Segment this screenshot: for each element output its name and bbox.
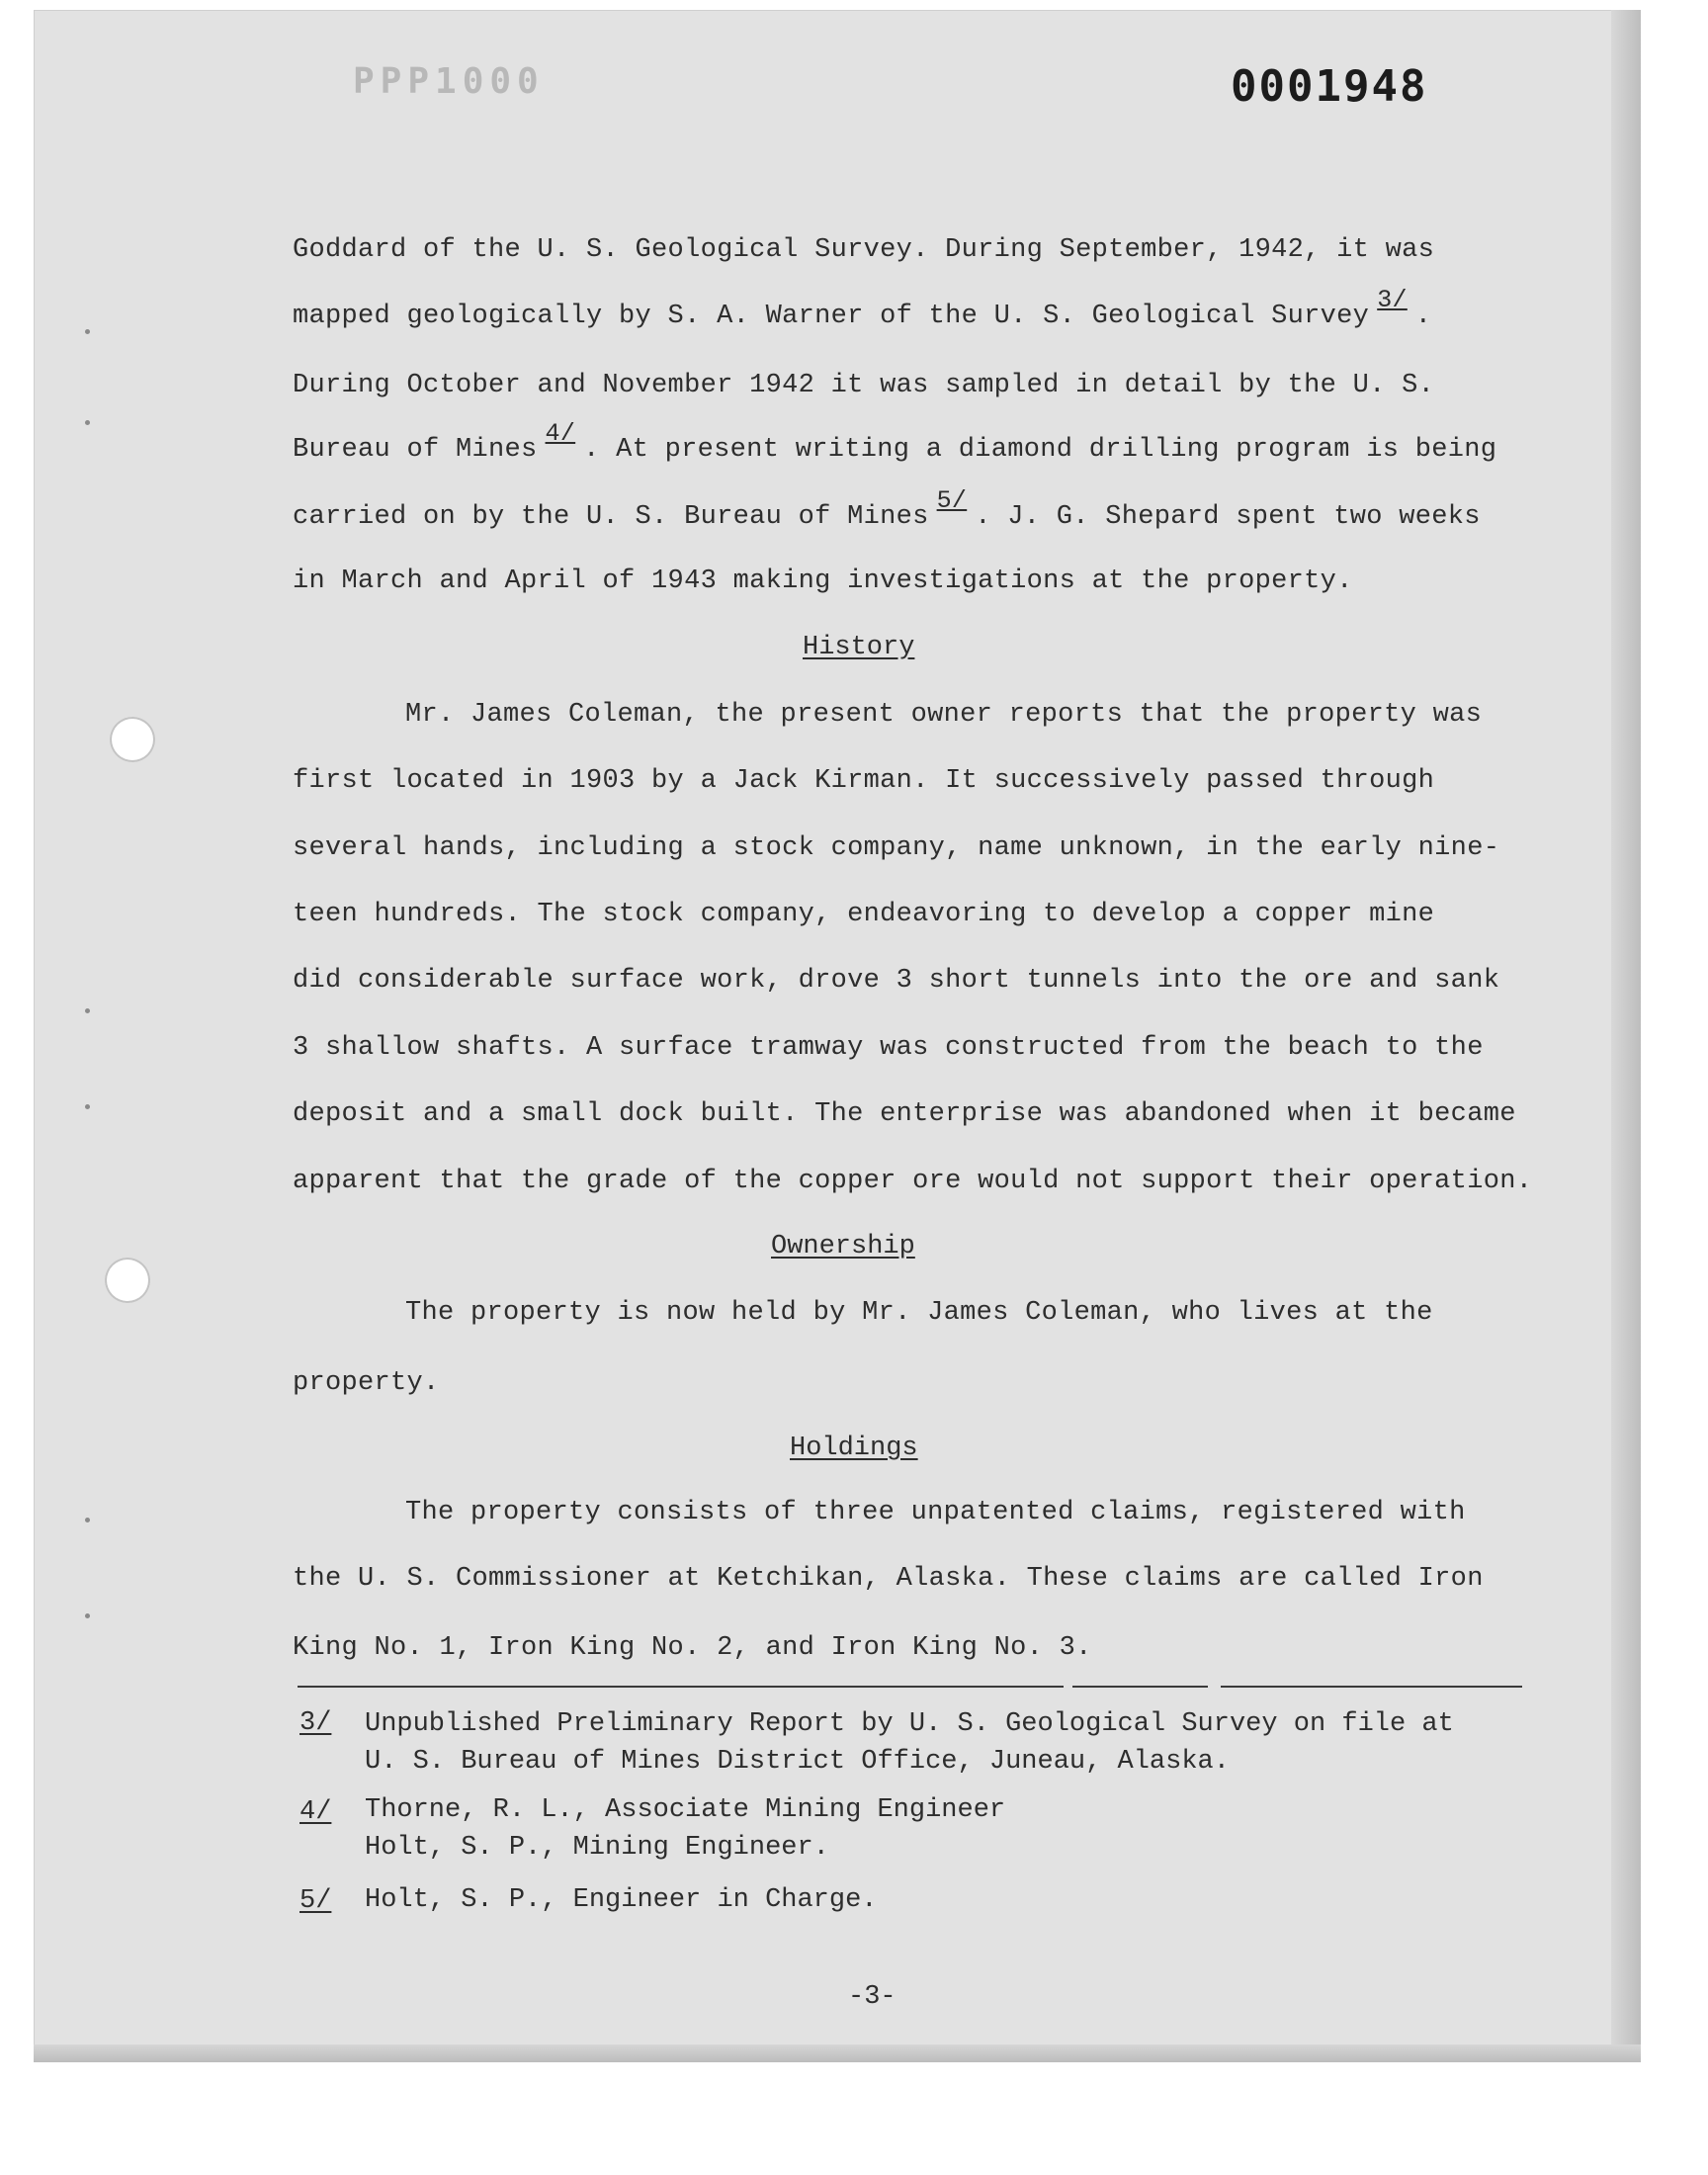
footnote-ref-4: 4/ bbox=[545, 419, 576, 448]
holdings-line: the U. S. Commissioner at Ketchikan, Alaska. These claims are called Iron bbox=[293, 1564, 1484, 1594]
footnote-rule bbox=[298, 1686, 1064, 1688]
body-line: During October and November 1942 it was sampled in detail by the U. S. bbox=[293, 371, 1435, 400]
speck bbox=[85, 329, 90, 334]
footnote-text-5: Holt, S. P., Engineer in Charge. bbox=[365, 1885, 878, 1915]
footnote-rule bbox=[1072, 1686, 1208, 1688]
holdings-line: King No. 1, Iron King No. 2, and Iron King No. 3. bbox=[293, 1633, 1092, 1663]
stamp-faint-number: PPP1000 bbox=[353, 61, 545, 102]
footnote-text-4: Thorne, R. L., Associate Mining Engineer Holt, S. P., Mining Engineer. bbox=[365, 1795, 1006, 1863]
history-line: several hands, including a stock company, name unknown, in the early nine- bbox=[293, 833, 1500, 863]
body-line: Goddard of the U. S. Geological Survey. During September, 1942, it was bbox=[293, 235, 1435, 265]
footnote-rule bbox=[1221, 1686, 1522, 1688]
footnote-ref-5: 5/ bbox=[936, 486, 968, 515]
body-line: in March and April of 1943 making investigations at the property. bbox=[293, 566, 1353, 596]
punch-hole-upper bbox=[110, 717, 155, 762]
holdings-line: The property consists of three unpatented claims, registered with bbox=[405, 1498, 1466, 1527]
paper-edge-right bbox=[1611, 10, 1641, 2061]
footnote-number-5: 5/ bbox=[299, 1886, 332, 1916]
history-line: Mr. James Coleman, the present owner reports that the property was bbox=[405, 700, 1483, 730]
footnote-text-3: Unpublished Preliminary Report by U. S. Geological Survey on file at U. S. Bureau of Mines District Office, Juneau, Alaska. bbox=[365, 1709, 1454, 1777]
footnote-ref-3: 3/ bbox=[1377, 286, 1408, 314]
speck bbox=[85, 1518, 90, 1522]
page-number: -3- bbox=[848, 1982, 897, 2012]
speck bbox=[85, 1104, 90, 1109]
body-line: mapped geologically by S. A. Warner of the U. S. Geological Survey3/. bbox=[293, 286, 1432, 331]
ownership-line: The property is now held by Mr. James Coleman, who lives at the bbox=[405, 1298, 1433, 1328]
body-line: Bureau of Mines4/. At present writing a diamond drilling program is being bbox=[293, 419, 1497, 465]
footnote-number-3: 3/ bbox=[299, 1708, 332, 1738]
section-heading-holdings: Holdings bbox=[790, 1434, 918, 1463]
speck bbox=[85, 1008, 90, 1013]
speck bbox=[85, 420, 90, 425]
history-line: apparent that the grade of the copper ore would not support their operation. bbox=[293, 1167, 1533, 1196]
stamp-document-number: 0001948 bbox=[1231, 61, 1428, 112]
section-heading-ownership: Ownership bbox=[771, 1232, 915, 1262]
section-heading-history: History bbox=[803, 633, 915, 662]
speck bbox=[85, 1613, 90, 1618]
footnote-number-4: 4/ bbox=[299, 1797, 332, 1827]
punch-hole-lower bbox=[105, 1258, 150, 1303]
ownership-line: property. bbox=[293, 1368, 440, 1398]
body-line: carried on by the U. S. Bureau of Mines5/. J. G. Shepard spent two weeks bbox=[293, 486, 1481, 532]
history-line: 3 shallow shafts. A surface tramway was constructed from the beach to the bbox=[293, 1033, 1484, 1063]
history-line: deposit and a small dock built. The enterprise was abandoned when it became bbox=[293, 1099, 1516, 1129]
paper-edge-bottom bbox=[34, 2044, 1641, 2062]
history-line: did considerable surface work, drove 3 short tunnels into the ore and sank bbox=[293, 966, 1500, 996]
history-line: teen hundreds. The stock company, endeavoring to develop a copper mine bbox=[293, 900, 1435, 929]
history-line: first located in 1903 by a Jack Kirman. It successively passed through bbox=[293, 766, 1435, 796]
